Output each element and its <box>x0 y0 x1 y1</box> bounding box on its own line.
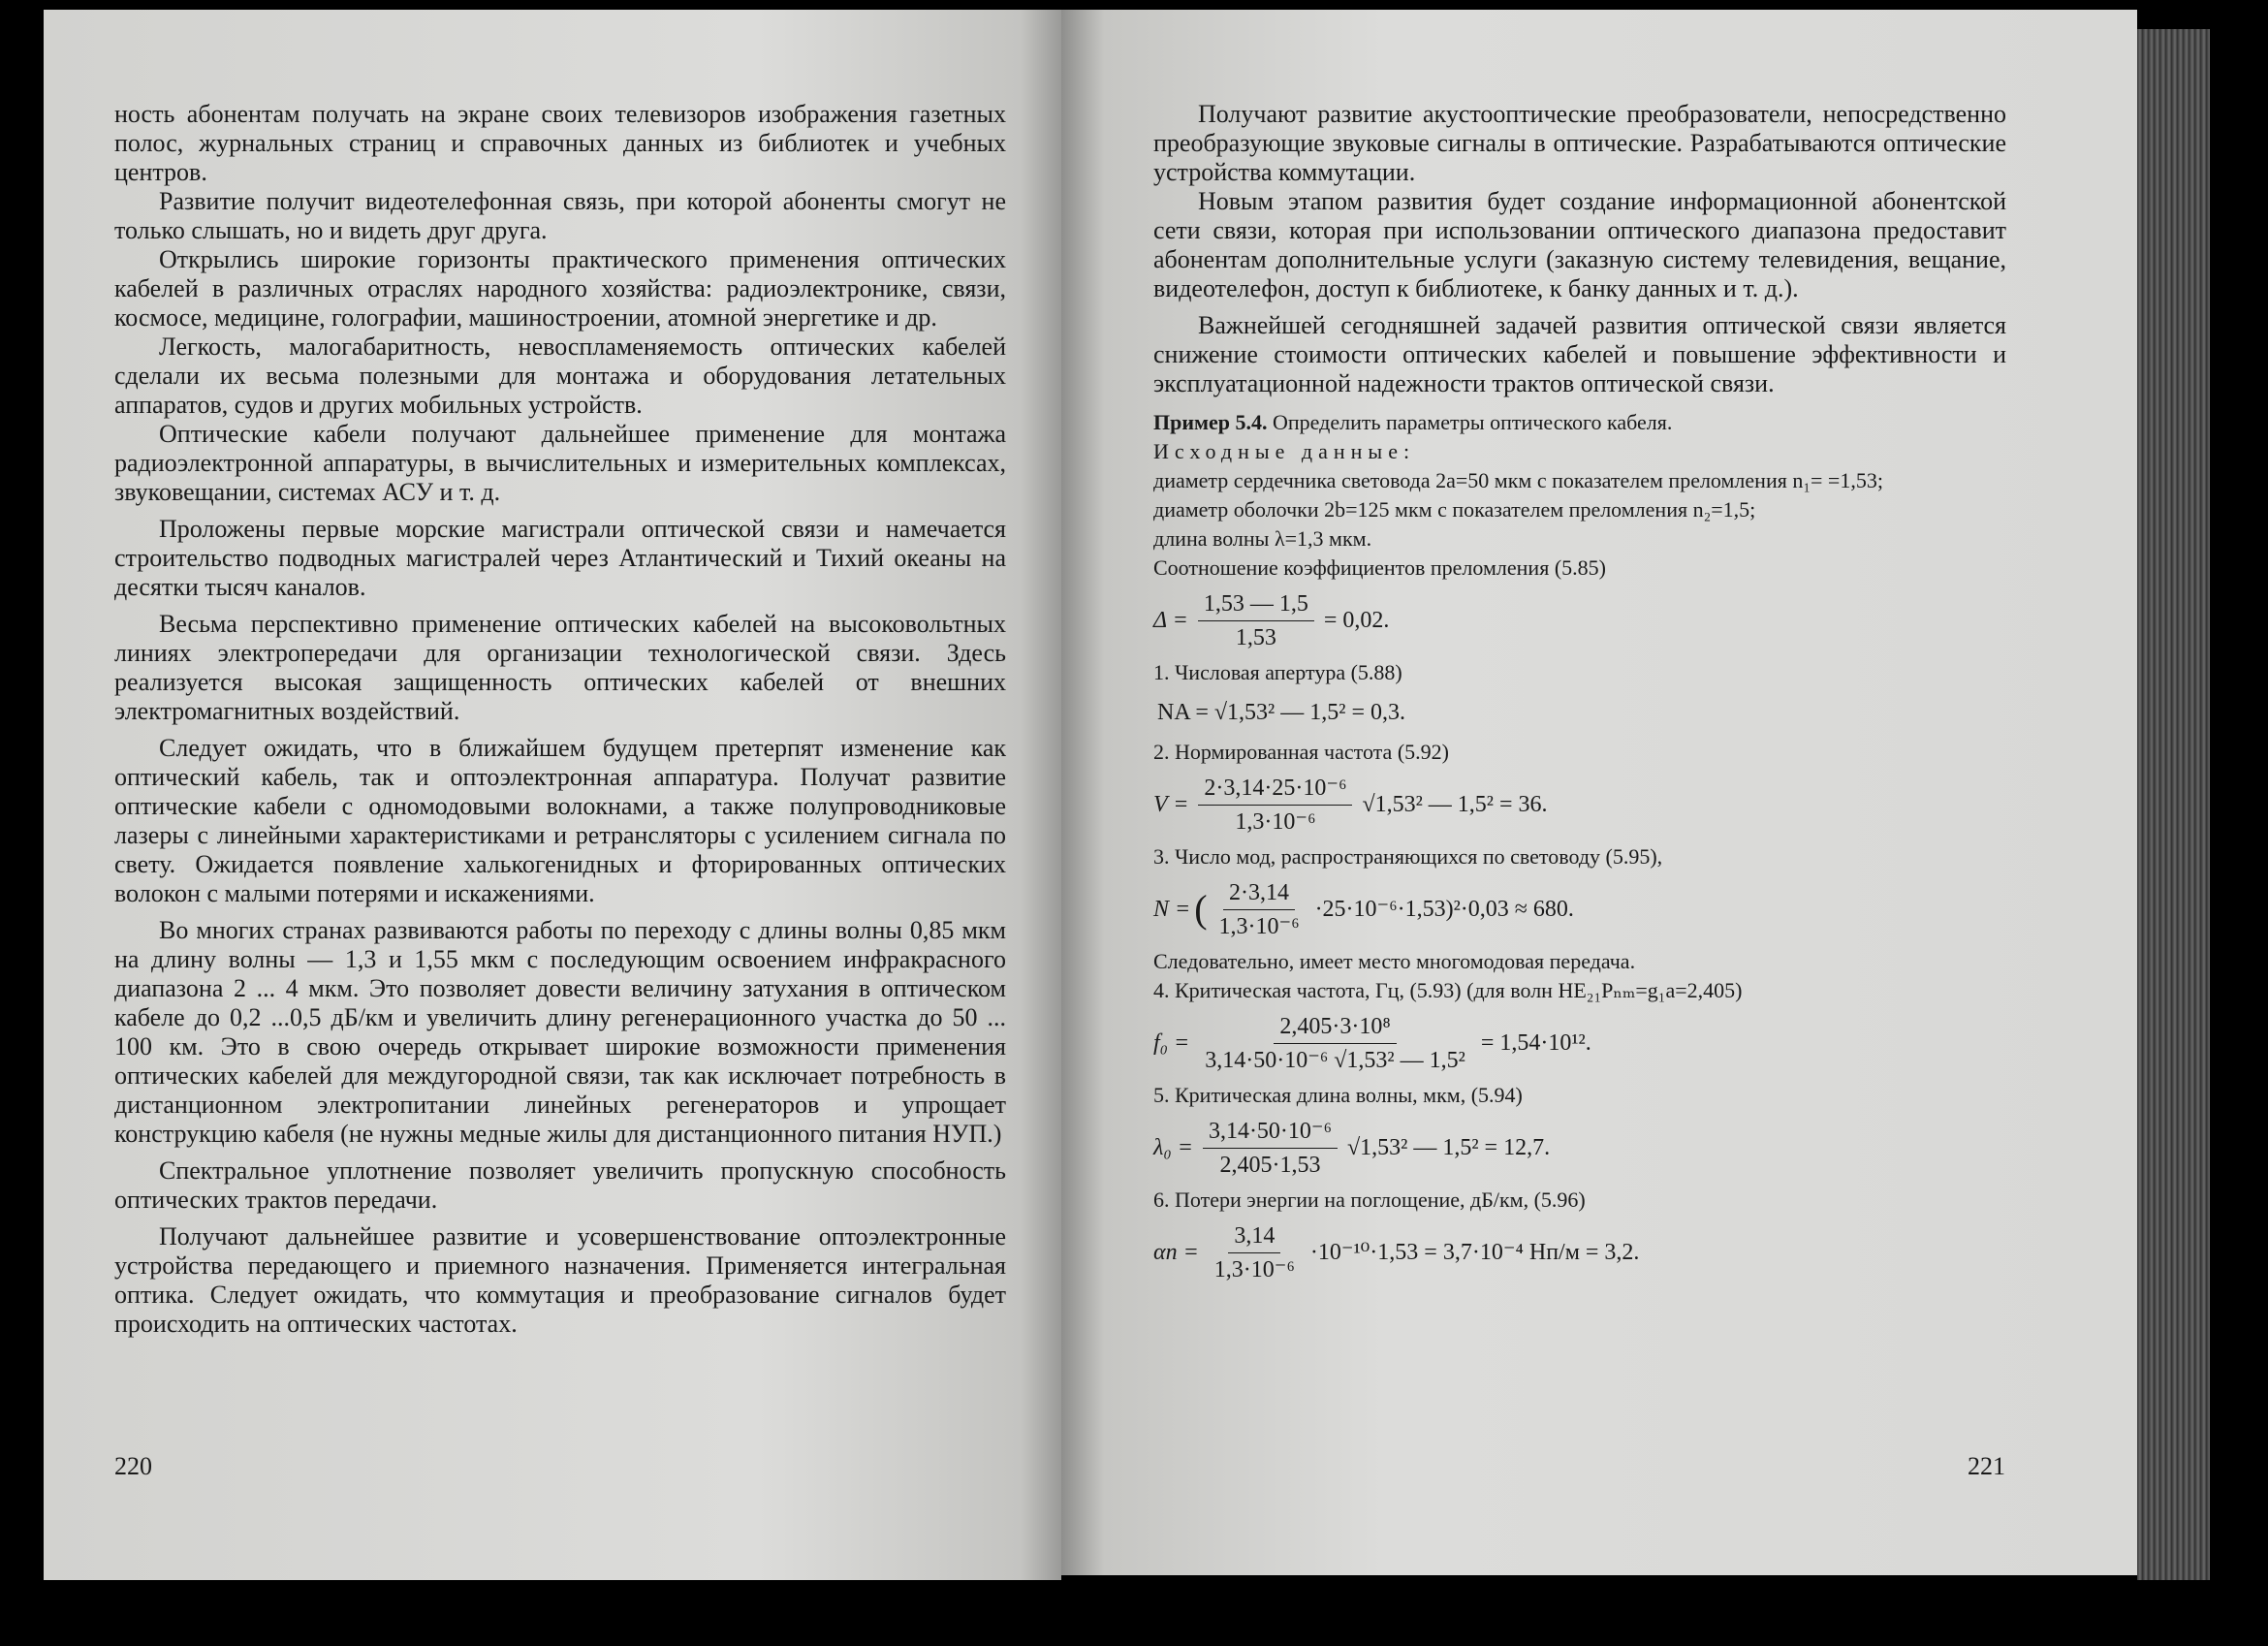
formula-f0: f₀ = $\frac{\text{2,405·3·10⁸}}{\text{3,14·50·10⁻⁶ √1,53² — 1,5²}}$ = 1,54·10¹². <box>1153 1013 1591 1073</box>
left-page-text <box>114 100 1006 1339</box>
formula-n: N = ( $\frac{2\cdot 3,14}{\text{1,3·10⁻⁶}}$ ·25·10⁻⁶·1,53)²·0,03 ≈ 680. <box>1153 879 1574 939</box>
example-heading <box>1153 408 2006 437</box>
section-label: Следовательно, имеет место многомодовая передача. <box>1153 949 1636 973</box>
given-line: диаметр сердечника световода 2a=50 мкм с показателем преломления n₁= =1,53; <box>1153 468 1883 492</box>
section-label: 3. Число мод, распространяющихся по световоду (5.95), <box>1153 844 1663 869</box>
given-label: Исходные данные: <box>1153 439 1416 463</box>
example-block <box>1153 408 2006 1284</box>
paragraph: Легкость, малогабаритность, невоспламеняемость оптических кабелей сделали их весьма полезными для монтажа и оборудования летательных аппаратов, судов и других мобильных устройств. <box>114 332 1006 419</box>
paragraph: Важнейшей сегодняшней задачей развития оптической связи является снижение стоимости оптических кабелей и повышение эффективности и эксплуатационной надежности трактов оптической связи. <box>1153 311 2006 397</box>
right-page-text <box>1153 100 2006 1290</box>
paragraph: Получают развитие акустооптические преобразователи, непосредственно преобразующие звуковые сигналы в оптические. Разрабатываются оптические устройства коммутации. <box>1153 100 2006 186</box>
given-line: длина волны λ=1,3 мкм. <box>1153 526 1372 551</box>
example-title: Пример 5.4. <box>1153 410 1268 434</box>
paragraph: Следует ожидать, что в ближайшем будущем претерпят изменение как оптический кабель, так и оптоэлектронная аппаратура. Получат развитие оптические кабели с одномодовыми волокнами, а также полупроводниковые лазеры с линейными характеристиками и ретрансляторы с усилением сигнала по свету. Ожидается появление халькогенидных и фторированных оптических волокон с малыми потерями и искажениями. <box>114 734 1006 907</box>
formula-na: NA = √1,53² — 1,5² = 0,3. <box>1157 700 1405 725</box>
formula-v: V = $\frac{\text{2·3,14·25·10⁻⁶}}{\text{1,3·10⁻⁶}}$ √1,53² — 1,5² = 36. <box>1153 775 1548 835</box>
paragraph: Проложены первые морские магистрали оптической связи и намечается строительство подводных магистралей через Атлантический и Тихий океаны на десятки тысяч каналов. <box>114 515 1006 601</box>
paragraph: Развитие получит видеотелефонная связь, при которой абоненты смогут не только слышать, но и видеть друг друга. <box>114 187 1006 244</box>
section-label: 1. Числовая апертура (5.88) <box>1153 660 1402 684</box>
paragraph: Спектральное уплотнение позволяет увеличить пропускную способность оптических трактов передачи. <box>114 1156 1006 1214</box>
section-label: Соотношение коэффициентов преломления (5.85) <box>1153 555 1606 580</box>
section-label: 2. Нормированная частота (5.92) <box>1153 740 1449 764</box>
section-label: 4. Критическая частота, Гц, (5.93) (для волн HE₂₁Pₙₘ=g₁a=2,405) <box>1153 978 1743 1002</box>
example-title-rest: Определить параметры оптического кабеля. <box>1273 410 1673 434</box>
paragraph: Весьма перспективно применение оптических кабелей на высоковольтных линиях электропередачи для организации технологической связи. Здесь реализуется высокая защищенность оптических кабелей от внешних электромагнитных воздействий. <box>114 610 1006 725</box>
paragraph: Получают дальнейшее развитие и усовершенствование оптоэлектронные устройства передающего и приемного назначения. Применяется интегральная оптика. Следует ожидать, что коммутация и преобразование сигналов будет происходить на оптических частотах. <box>114 1222 1006 1338</box>
formula-delta: Δ = $\frac{1,53 — 1,5}{1,53}$ = 0,02. <box>1153 590 1390 650</box>
page-number-left: 220 <box>114 1452 152 1480</box>
page-number-right: 221 <box>1968 1452 2005 1480</box>
paragraph: ность абонентам получать на экране своих телевизоров изображения газетных полос, журнальных страниц и справочных данных из библиотек и учебных центров. <box>114 100 1006 186</box>
section-label: 6. Потери энергии на поглощение, дБ/км, (5.96) <box>1153 1187 1586 1212</box>
paragraph: Новым этапом развития будет создание информационной абонентской сети связи, которая при использовании оптического диапазона предоставит абонентам дополнительные услуги (заказную систему телевидения, вещание, видеотелефон, доступ к библиотеке, к банку данных и т. д.). <box>1153 187 2006 302</box>
book-edge <box>2137 29 2210 1580</box>
paragraph: Во многих странах развиваются работы по переходу с длины волны 0,85 мкм на длину волны — 1,3 и 1,55 мкм с последующим освоением инфракрасного диапазона 2 ... 4 мкм. Это позволяет довести величину затухания в оптическом кабеле до 0,2 ...0,5 дБ/км и увеличить длину регенерационного участка до 50 ... 100 км. Это в свою очередь открывает широкие возможности применения оптических кабелей для междугородной связи, так как исключает потребность в дистанционном электропитании линейных регенераторов и упрощает конструкцию кабеля (не нужны медные жилы для дистанционного питания НУП.) <box>114 916 1006 1148</box>
formula-alpha: αп = $\frac{3,14}{\text{1,3·10⁻⁶}}$ ·10⁻¹⁰·1,53 = 3,7·10⁻⁴ Нп/м = 3,2. <box>1153 1222 1640 1282</box>
given-line: диаметр оболочки 2b=125 мкм с показателем преломления n₂=1,5; <box>1153 497 1756 522</box>
section-label: 5. Критическая длина волны, мкм, (5.94) <box>1153 1083 1523 1107</box>
paragraph: Открылись широкие горизонты практического применения оптических кабелей в различных отраслях народного хозяйства: радиоэлектронике, связи, космосе, медицине, голографии, машиностроении, атомной энергетике и др. <box>114 245 1006 332</box>
paragraph: Оптические кабели получают дальнейшее применение для монтажа радиоэлектронной аппаратуры, в вычислительных и измерительных комплексах, звуковещании, системах АСУ и т. д. <box>114 420 1006 506</box>
formula-lambda0: λ₀ = $\frac{\text{3,14·50·10⁻⁶}}{2,405\cdot 1,53}$ √1,53² — 1,5² = 12,7. <box>1153 1118 1551 1178</box>
